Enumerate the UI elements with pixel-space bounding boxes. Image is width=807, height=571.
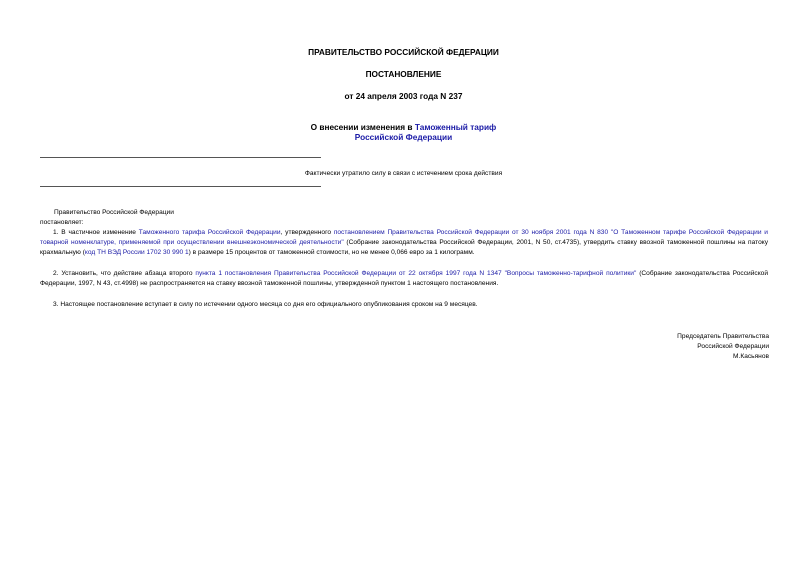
p1-text-2: , утвержденного <box>280 229 334 236</box>
p1-text-1: 1. В частичное изменение <box>53 229 139 236</box>
paragraph-1 <box>40 228 768 257</box>
document-type-heading: ПОСТАНОВЛЕНИЕ <box>365 69 442 79</box>
resolution-830-link[interactable]: постановлением Правительства Российской Федерации от 30 ноября 2001 года N 830 "О Таможенном тарифе Российской Федерации и товарной номенклатуре, применяемой при осуществлении внешнеэкономической деятельности" <box>40 229 768 246</box>
p2-text-1: 2. Установить, что действие абзаца второго <box>53 270 196 277</box>
p1-text-4: ) в размере 15 процентов от таможенной стоимости, но не менее 0,066 евро за 1 килограмм. <box>188 248 475 256</box>
p1-text-3: (Собрание законодательства Российской Федерации, 2001, N 50, ст.4735), утвердить ставку ввозной таможенной пошлины на патоку крахмальную ( <box>40 238 769 256</box>
document-title <box>0 122 807 132</box>
tn-ved-code-link[interactable]: код ТН ВЭД России 1702 30 990 1 <box>84 248 189 256</box>
customs-tariff-link[interactable]: Таможенный тариф <box>414 122 497 132</box>
document-title-line2 <box>0 132 807 142</box>
tariff-rf-link[interactable]: Таможенного тарифа Российской Федерации <box>138 229 281 236</box>
status-note: Фактически утратило силу в связи с истечением срока действия <box>304 170 503 177</box>
p2-text-2: (Собрание законодательства Российской Федерации, 1997, N 43, ст.4998) не распространяется на ставку ввозной таможенной пошлины, утвержденной пунктом 1 настоящего постановления. <box>40 270 768 287</box>
signature-name: М.Касьянов <box>733 353 769 360</box>
government-heading: ПРАВИТЕЛЬСТВО РОССИЙСКОЙ ФЕДЕРАЦИИ <box>308 47 499 57</box>
signature-country: Российской Федерации <box>697 343 769 350</box>
paragraph-2 <box>40 269 768 289</box>
customs-tariff-link-line2[interactable]: Российской Федерации <box>354 132 453 142</box>
intro-line2: постановляет: <box>40 219 84 226</box>
bottom-divider <box>40 186 321 187</box>
date-number-heading: от 24 апреля 2003 года N 237 <box>344 91 463 101</box>
title-prefix: О внесении изменения в <box>310 122 415 132</box>
paragraph-3 <box>40 300 768 310</box>
top-divider <box>40 157 321 158</box>
signature-position: Председатель Правительства <box>677 333 769 340</box>
resolution-1347-link[interactable]: пункта 1 постановления Правительства Российской Федерации от 22 октября 1997 года N 1347 "Вопросы таможенно-тарифной политики" <box>195 270 637 277</box>
intro-line1: Правительство Российской Федерации <box>54 209 174 216</box>
p3-text-1: 3. Настоящее постановление вступает в силу по истечении одного месяца со дня его официального опубликования сроком на 9 месяцев. <box>53 301 478 308</box>
